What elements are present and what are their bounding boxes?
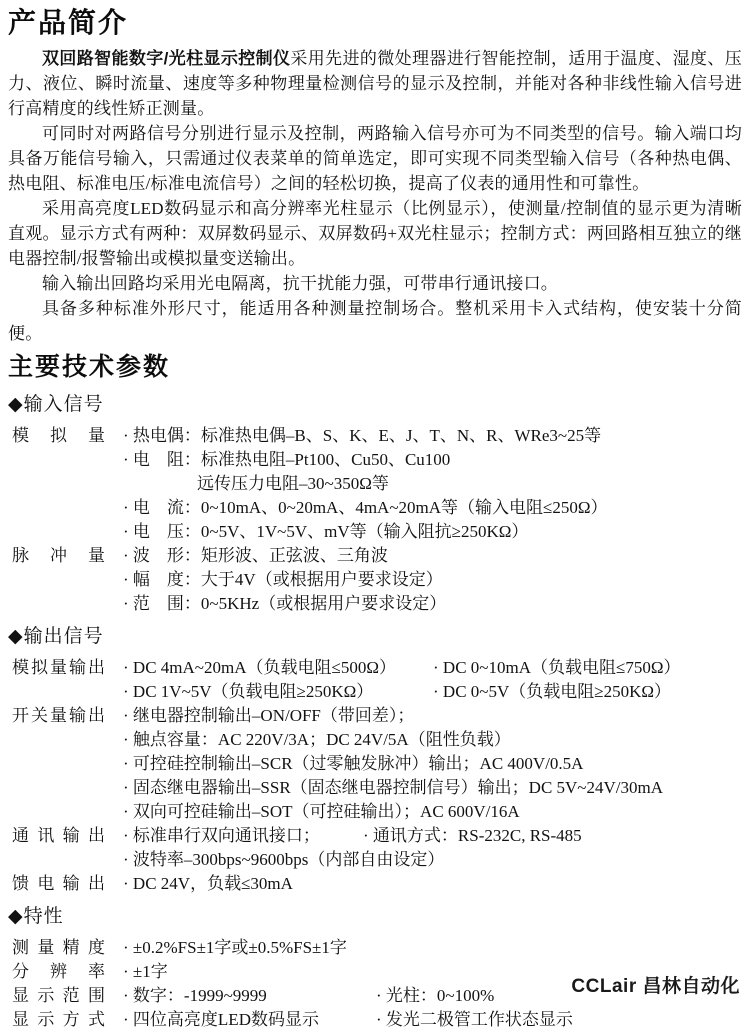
spec-line (123, 728, 742, 752)
spec-value: · 四位高亮度LED数码显示 (123, 1008, 376, 1032)
spec-value: · 电 阻：标准热电阻–Pt100、Cu50、Cu100 (123, 448, 450, 472)
spec-section-output-signal (8, 626, 742, 896)
spec-value: · 范 围：0~5KHz（或根据用户要求设定） (123, 592, 446, 616)
spec-line (123, 680, 742, 704)
intro-paragraph: 输入输出回路均采用光电隔离，抗干扰能力强，可带串行通讯接口。 (42, 274, 558, 293)
spec-line (123, 568, 742, 592)
tech-sections (8, 394, 742, 1032)
spec-value: · DC 0~10mA（负载电阻≤750Ω） (433, 656, 680, 680)
spec-line (123, 520, 742, 544)
spec-label: 开关量输出 (12, 706, 105, 725)
page-title: 产品简介 (8, 7, 129, 38)
spec-label: 脉冲量 (12, 546, 105, 565)
spec-value: · 电 压：0~5V、1V~5V、mV等（输入阻抗≥250KΩ） (123, 520, 528, 544)
spec-line (123, 448, 742, 472)
spec-row (8, 424, 742, 544)
spec-content (123, 872, 742, 896)
spec-value: · 热电偶：标准热电偶–B、S、K、E、J、T、N、R、WRe3~25等 (123, 424, 601, 448)
spec-line (123, 544, 742, 568)
spec-section-features (8, 906, 742, 1032)
spec-value: · 光柱：0~100% (376, 984, 494, 1008)
spec-row (8, 936, 742, 960)
tech-parameters-title: 主要技术参数 (8, 353, 171, 381)
spec-value: · 触点容量：AC 220V/3A；DC 24V/5A（阻性负载） (123, 728, 511, 752)
spec-line (123, 936, 742, 960)
spec-value: · 幅 度：大于4V（或根据用户要求设定） (123, 568, 443, 592)
intro-paragraph: 可同时对两路信号分别进行显示及控制，两路输入信号亦可为不同类型的信号。输入端口均具备万能信号输入，只需通过仪表菜单的简单选定，即可实现不同类型输入信号（各种热电偶、热电阻、标准电压/标准电流信号）之间的轻松切换，提高了仪表的通用性和可靠性。 (8, 124, 742, 193)
spec-content (123, 704, 742, 824)
spec-row (8, 656, 742, 704)
spec-label: 模拟量输出 (12, 658, 105, 677)
spec-line (123, 656, 742, 680)
spec-value: · 波 形：矩形波、正弦波、三角波 (123, 544, 388, 568)
brand-watermark: CCLair 昌林自动化 (571, 976, 740, 997)
spec-row (8, 544, 742, 616)
spec-value: · 固态继电器输出–SSR（固态继电器控制信号）输出；DC 5V~24V/30mA (123, 776, 663, 800)
spec-content (123, 544, 742, 616)
spec-line (123, 1008, 742, 1032)
spec-content (123, 936, 742, 960)
spec-value: · 波特率–300bps~9600bps（内部自由设定） (123, 848, 444, 872)
spec-row (8, 704, 742, 824)
spec-label: 测量精度 (12, 938, 105, 957)
spec-value: · DC 1V~5V（负载电阻≥250KΩ） (123, 680, 433, 704)
spec-content (123, 656, 742, 704)
spec-content (123, 824, 742, 872)
spec-label: 模拟量 (12, 426, 105, 445)
intro-paragraphs (8, 46, 742, 346)
spec-line (123, 496, 742, 520)
spec-value: · ±1字 (123, 960, 168, 984)
spec-value: · DC 0~5V（负载电阻≥250KΩ） (433, 680, 671, 704)
spec-value: · ±0.2%FS±1字或±0.5%FS±1字 (123, 936, 347, 960)
spec-label: 显示范围 (12, 986, 105, 1005)
spec-value: · DC 24V，负载≤30mA (123, 872, 293, 896)
spec-value: · 发光二极管工作状态显示 (376, 1008, 573, 1032)
spec-row (8, 824, 742, 872)
spec-label: 通讯输出 (12, 826, 105, 845)
spec-row (8, 872, 742, 896)
spec-line (123, 424, 742, 448)
spec-line (123, 752, 742, 776)
spec-section-title: ◆输出信号 (8, 626, 104, 647)
spec-label: 馈电输出 (12, 874, 105, 893)
spec-line-continuation (123, 472, 742, 496)
spec-content (123, 1008, 742, 1032)
spec-value: · 可控硅控制输出–SCR（过零触发脉冲）输出；AC 400V/0.5A (123, 752, 583, 776)
spec-line (123, 824, 742, 848)
spec-line (123, 872, 742, 896)
product-name-bold: 双回路智能数字/光柱显示控制仪 (42, 49, 291, 68)
spec-row (8, 1008, 742, 1032)
spec-value: 远传压力电阻–30~350Ω等 (197, 474, 389, 493)
spec-line (123, 848, 742, 872)
spec-value: · 电 流：0~10mA、0~20mA、4mA~20mA等（输入电阻≤250Ω） (123, 496, 607, 520)
spec-section-title: ◆输入信号 (8, 394, 104, 415)
spec-line (123, 776, 742, 800)
intro-paragraph: 具备多种标准外形尺寸，能适用各种测量控制场合。整机采用卡入式结构，使安装十分简便。 (8, 299, 742, 343)
spec-label: 分辨率 (12, 962, 105, 981)
spec-line (123, 800, 742, 824)
spec-value: · 标准串行双向通讯接口； (123, 824, 363, 848)
spec-section-title: ◆特性 (8, 906, 64, 927)
spec-label: 显示方式 (12, 1010, 105, 1029)
spec-line (123, 592, 742, 616)
spec-value: · 通讯方式：RS-232C, RS-485 (363, 824, 582, 848)
spec-line (123, 704, 742, 728)
spec-value: · 继电器控制输出–ON/OFF（带回差）； (123, 704, 414, 728)
spec-content (123, 424, 742, 544)
spec-section-input-signal (8, 394, 742, 616)
intro-paragraph: 采用高亮度LED数码显示和高分辨率光柱显示（比例显示），使测量/控制值的显示更为清晰直观。显示方式有两种：双屏数码显示、双屏数码+双光柱显示；控制方式：两回路相互独立的继电器控制/报警输出或模拟量变送输出。 (8, 199, 742, 268)
spec-value: · 双向可控硅输出–SOT（可控硅输出）；AC 600V/16A (123, 800, 520, 824)
spec-value: · 数字：-1999~9999 (123, 984, 376, 1008)
intro-paragraph: 双回路智能数字/光柱显示控制仪采用先进的微处理器进行智能控制，适用于温度、湿度、压力、液位、瞬时流量、速度等多种物理量检测信号的显示及控制，并能对各种非线性输入信号进行高精度的线性矫正测量。 (8, 49, 742, 118)
spec-value: · DC 4mA~20mA（负载电阻≤500Ω） (123, 656, 433, 680)
